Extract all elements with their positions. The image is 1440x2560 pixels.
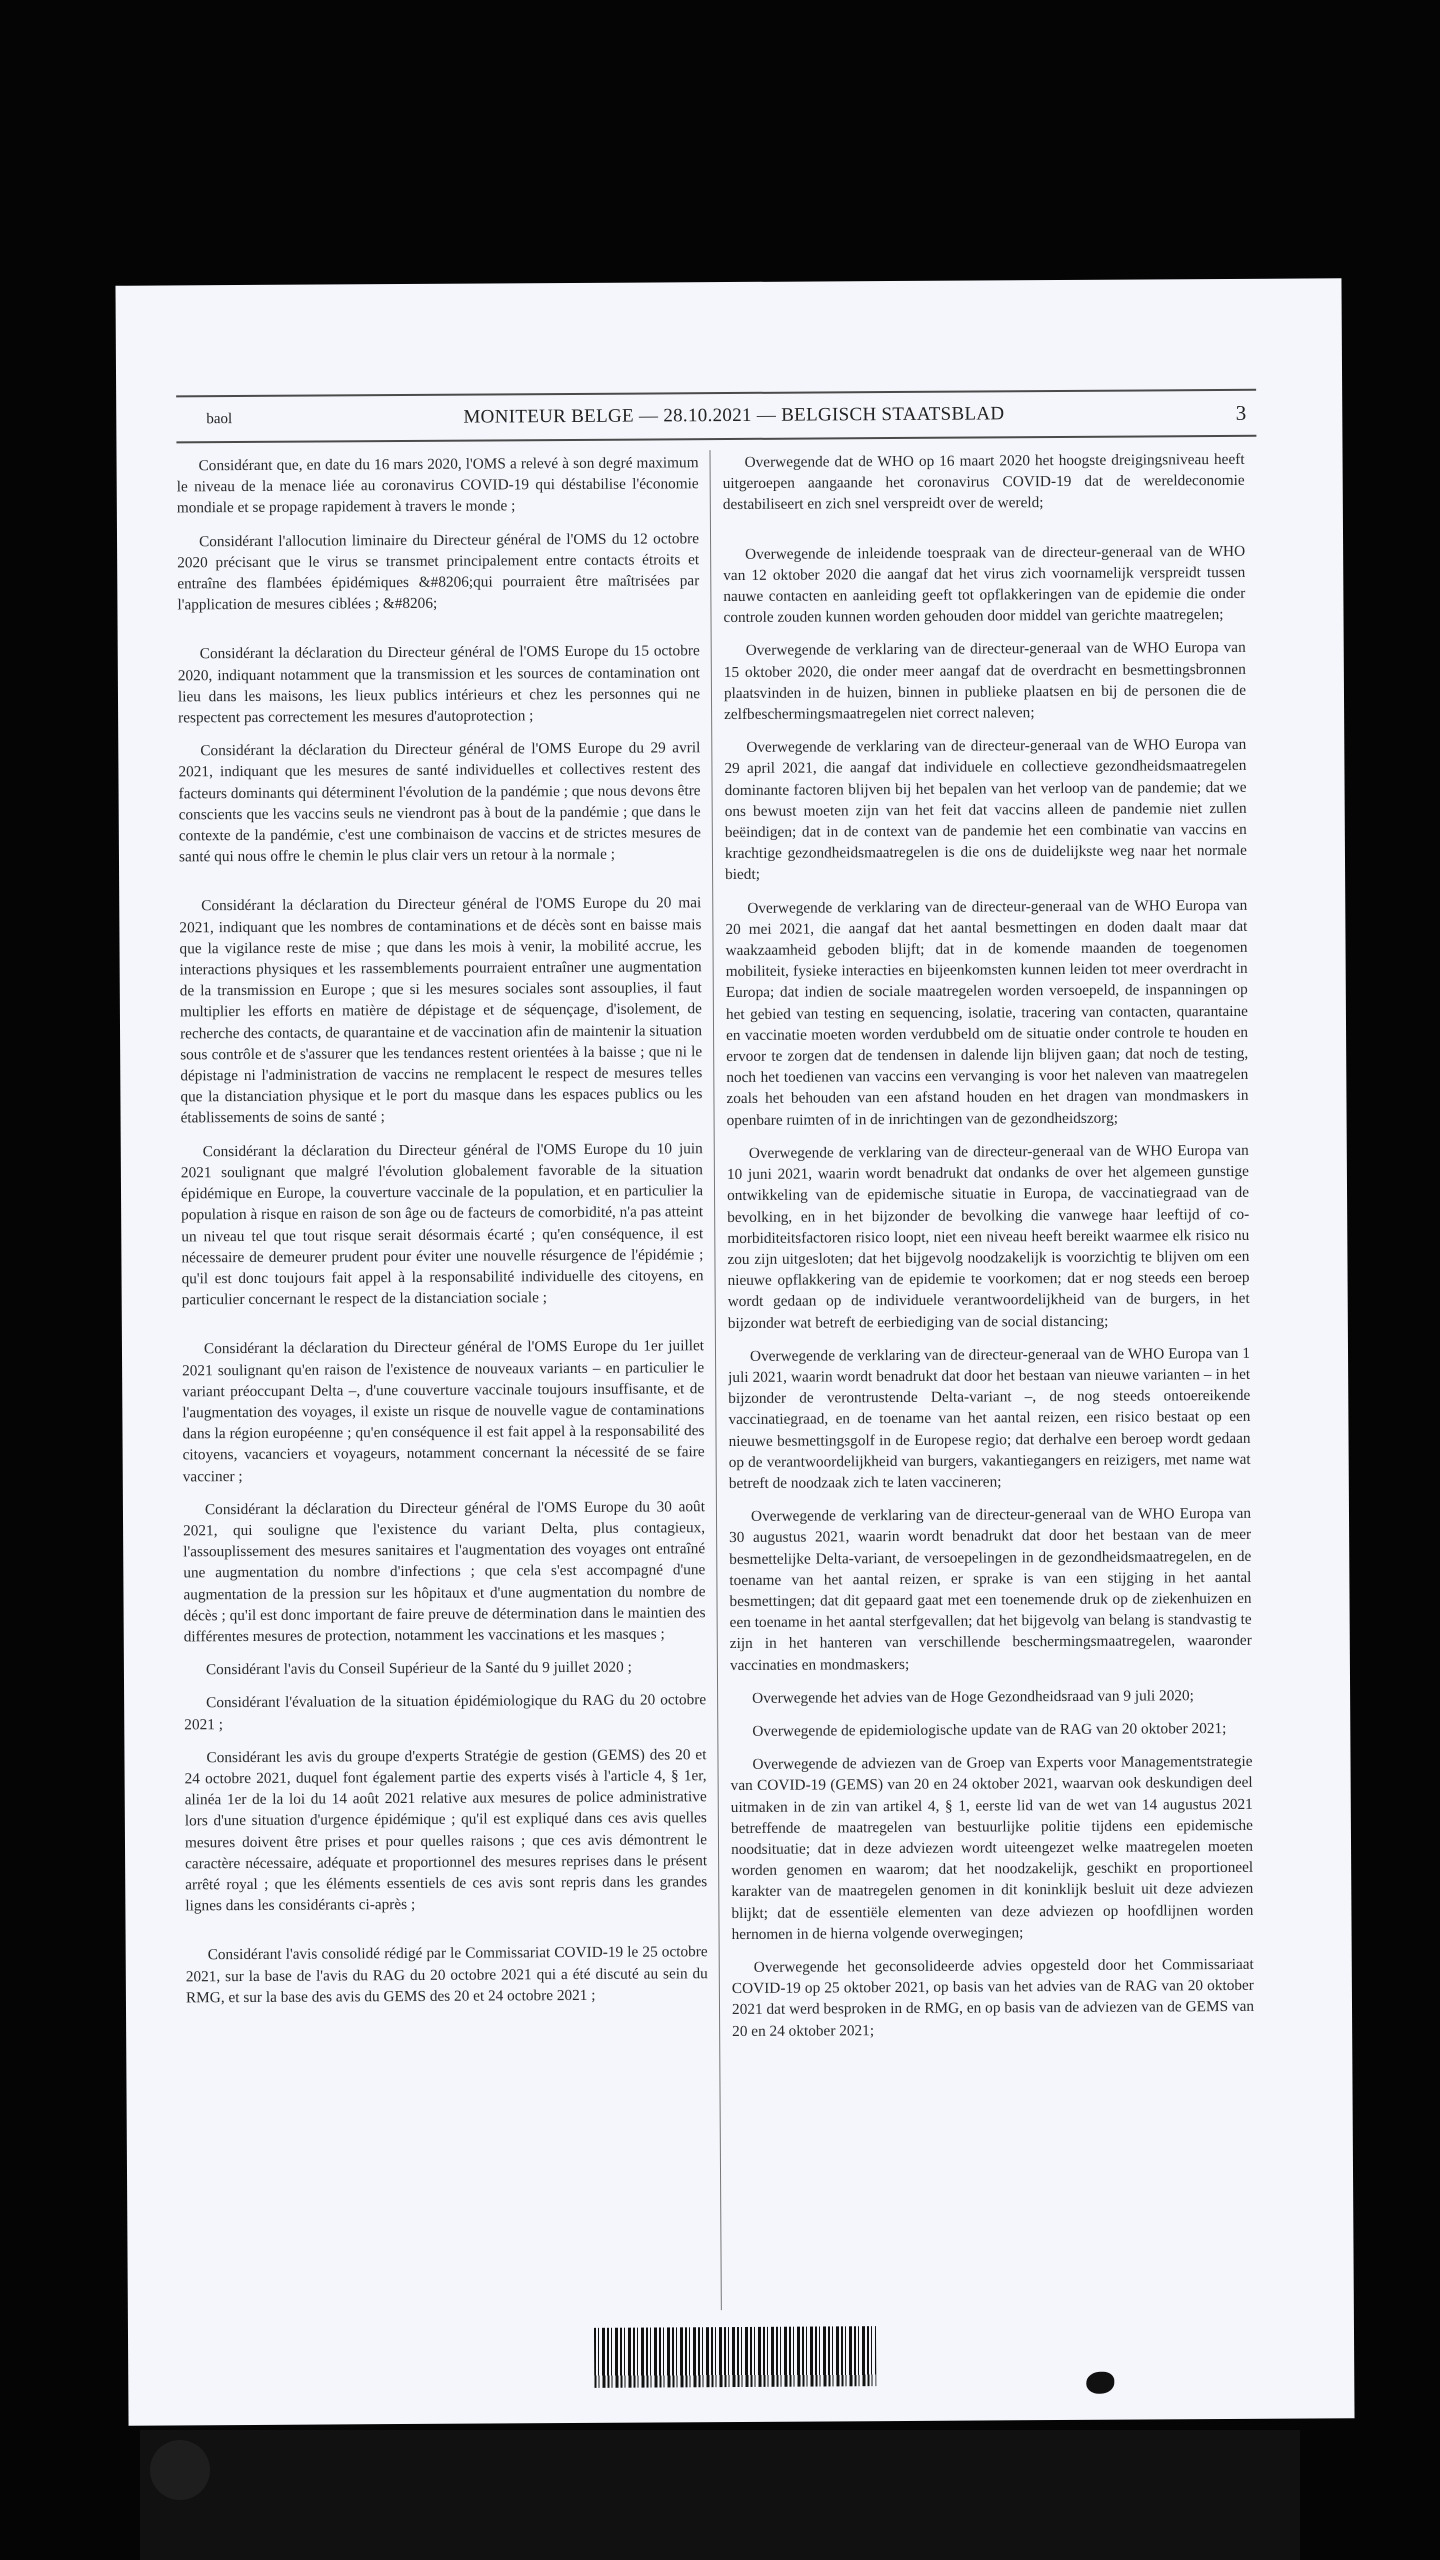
header-title: MONITEUR BELGE — 28.10.2021 — BELGISCH STAATSBLAD [463, 403, 1005, 428]
fr-paragraph: Considérant l'évaluation de la situation épidémiologique du RAG du 20 octobre 2021 ; [184, 1691, 707, 1733]
fr-paragraph: Considérant la déclaration du Directeur général de l'OMS Europe du 1er juillet 2021 soulignant qu'en raison de l'existence de nouveaux variants – en particulier le variant préoccupant Delta –, d'une couverture vaccinale toujours insuffisante, et de l'augmentation des voyages, il existe un risque de nouvelle vague de contaminations dans la région européenne ; qu'en conséquence il est fait appel à la responsabilité des citoyens, vacanciers et voyageurs, notamment concernant la nécessité de se faire vacciner ; [182, 1337, 705, 1485]
fr-paragraph: Considérant la déclaration du Directeur général de l'OMS Europe du 29 avril 2021, indiquant que les mesures de santé individuelles et collectives restent des facteurs dominants qui déterminent l'évolution de la pandémie ; que nous devons être conscients que les vaccins seuls ne viendront pas à bout de la pandémie ; que dans le contexte de la pandémie, c'est une combinaison de vaccins et de strictes mesures de santé qui nous offre le chemin le plus clair vers un retour à la normale ; [178, 739, 701, 866]
column-divider [709, 450, 721, 2310]
nl-paragraph: Overwegende de verklaring van de directeur-generaal van de WHO Europa van 10 juni 2021, waarin wordt benadrukt dat ondanks de over het algemeen gunstige ontwikkeling van de epidemische situatie in Europa, de vaccinatiegraad van de bevolking, en in het bijzonder de bevolking die vanwege haar leeftijd of co-morbiditeitsfactoren risico loopt, niet een niveau heeft bereikt waarmee elk risico nu zou zijn uitgesloten; dat het bijgevolg noodzakelijk is voorzichtig te blijven om een nieuwe opflakkering van de epidemie te voorkomen; dat er nog steeds een beroep wordt gedaan op de individuele verantwoordelijkheid van de burgers, in het bijzonder wat betreft de eerbiediging van de social distancing; [726, 1141, 1250, 1332]
nl-paragraph: Overwegende de verklaring van de directeur-generaal van de WHO Europa van 15 oktober 2020, die onder meer aangaf dat de overdracht en besmettingsbronnen plaatsvinden in de huizen, binnen in publieke plaatsen en bij de personen die de zelfbeschermingsmaatregelen niet correct naleven; [723, 639, 1247, 724]
fr-paragraph: Considérant la déclaration du Directeur général de l'OMS Europe du 30 août 2021, qui souligne que l'existence du variant Delta, plus contagieux, l'assouplissement des mesures sanitaires et l'augmentation des voyages ont entraîné une augmentation du nombre d'infections ; que cela s'est accompagné d'une augmentation de la pression sur les hôpitaux et d'une augmentation du nombre de décès ; qu'il est donc important de faire preuve de détermination dans le maintien des différentes mesures de protection, notamment les vaccinations et les masques ; [183, 1497, 706, 1646]
french-column [177, 452, 710, 2310]
header-code: baol [206, 410, 233, 427]
nl-paragraph: Overwegende de inleidende toespraak van de directeur-generaal van de WHO van 12 oktober 2020 die aangaf dat het virus zich voornamelijk verspreidt tussen nauwe contacten en aanleiding geeft tot opflakkeringen van de epidemie die onder controle zouden kunnen worden gehouden door middel van gerichte maatregelen; [723, 542, 1246, 627]
device-bottom-bar [140, 2430, 1300, 2560]
nl-paragraph: Overwegende de epidemiologische update van de RAG van 20 oktober 2021; [752, 1719, 1227, 1740]
fr-paragraph: Considérant que, en date du 16 mars 2020, l'OMS a relevé à son degré maximum le niveau de la menace liée au coronavirus COVID-19 qui déstabilise l'économie mondiale et se propage rapidement à travers le monde ; [176, 454, 699, 517]
page-header [176, 389, 1256, 444]
nl-paragraph: Overwegende de adviezen van de Groep van Experts voor Managementstrategie van COVID-19 (GEMS) van 20 en 24 oktober 2021, waarvan ook deskundigen deel uitmaken in de zin van artikel 4, § 1, eerste lid van de wet van 14 augustus 2021 betreffende de maatregelen van bestuurlijke politie tijdens een epidemische noodsituatie; dat in deze adviezen wordt uiteengezet welke maatregelen moeten worden genomen en waarom; dat het noodzakelijk, geschikt en proportioneel karakter van de maatregelen genomen in dit koninklijk besluit uit deze adviezen blijkt; dat de essentiële elementen van deze adviezen op hoofdlijnen worden hernomen in de hierna volgende overwegingen; [730, 1753, 1254, 1943]
fr-paragraph: Considérant la déclaration du Directeur général de l'OMS Europe du 15 octobre 2020, indiquant notamment que la transmission et les sources de contamination ont lieu dans les maisons, les lieux publics intérieurs et chez les personnes qui ne respectent pas correctement les mesures d'autoprotection ; [177, 642, 701, 727]
fr-paragraph: Considérant l'avis du Conseil Supérieur de la Santé du 9 juillet 2020 ; [205, 1658, 632, 1679]
fr-paragraph: Considérant les avis du groupe d'experts Stratégie de gestion (GEMS) des 20 et 24 octobre 2021, duquel font également partie des experts visés à l'article 4, § 1er, alinéa 1er de la loi du 14 août 2021 relative aux mesures de police administrative lors d'une situation d'urgence épidémique ; qu'il est expliqué dans ces avis quelles mesures doivent être prises et pour quelles raisons ; que ces avis démontrent le caractère nécessaire, adéquate et proportionnel des mesures reprises dans le présent arrêté royal ; que les éléments essentiels de ces avis sont repris dans les grandes lignes dans les considérants ci-après ; [184, 1745, 708, 1915]
fr-paragraph: Considérant la déclaration du Directeur général de l'OMS Europe du 20 mai 2021, indiquant que les nombres de contaminations et de décès sont en baisse mais que la vigilance reste de mise ; que dans les mois à venir, la mobilité accrue, les interactions physiques et les rassemblements pourraient entraîner une augmentation de la transmission en Europe ; que si les mesures sociales sont assouplies, il faut multiplier les efforts en matière de dépistage et de séquençage, d'isolement, de recherche des contacts, de quarantaine et de vaccination afin de maintenir la situation sous contrôle et de s'assurer que les tendances restent orientées à la baisse ; que ni le dépistage ni l'administration de vaccins ne remplacent le respect de mesures telles que la distanciation physique et le port du masque dans les espaces publics ou les établissements de soins de santé ; [179, 894, 703, 1127]
dutch-column [723, 449, 1256, 2307]
device-logo-icon [150, 2440, 210, 2500]
nl-paragraph: Overwegende de verklaring van de directeur-generaal van de WHO Europa van 29 april 2021, die aangaf dat individuele en collectieve gezondheidsmaatregelen dominante factoren blijven bij het bepalen van het verloop van de pandemie; dat we ons bewust moeten zijn van het feit dat vaccins alleen de pandemie niet zullen beëindigen; dat in de context van de pandemie het een combinatie van vaccins en krachtige gezondheidsmaatregelen is die ons de duidelijkste weg naar het normale biedt; [724, 736, 1247, 884]
nl-paragraph: Overwegende de verklaring van de directeur-generaal van de WHO Europa van 20 mei 2021, die aangaf dat het aantal besmettingen en doden daalt maar dat waakzaamheid geboden blijft; dat in de komende maanden de toegenomen mobiliteit, fysieke interacties en bijeenkomsten kunnen leiden tot meer overdracht in Europa; dat indien de sociale maatregelen worden versoepeld, de inspanningen op het gebied van testing en sequencing, isolatie, tracering van contacten, quarantaine en vaccinatie moeten worden verdubbeld om de situatie onder controle te houden en ervoor te zorgen dat de tendensen in dalende lijn blijven gaan; dat noch de testing, noch het toedienen van vaccins een vervanging is voor het naleven van maatregelen zoals het behouden van een afstand houden en het dragen van mondmaskers in openbare ruimten of in de inrichtingen van de gezondheidszorg; [725, 896, 1249, 1129]
nl-paragraph: Overwegende het geconsolideerde advies opgesteld door het Commissariaat COVID-19 op 25 oktober 2021, op basis van het advies van de RAG van 20 oktober 2021 dat werd besproken in de RMG, en op basis van de adviezen van de GEMS van 20 en 24 oktober 2021; [731, 1955, 1255, 2040]
fr-paragraph: Considérant l'allocution liminaire du Directeur général de l'OMS du 12 octobre 2020 précisant que le virus se transmet principalement entre contacts étroits et entraîne des flambées épidémiques &#8206;qui pourraient être maîtrisées par l'application de mesures ciblées ; &#8206; [177, 529, 700, 614]
barcode [594, 2326, 876, 2388]
fr-paragraph: Considérant la déclaration du Directeur général de l'OMS Europe du 10 juin 2021 soulignant que malgré l'évolution globalement favorable de la situation épidémique en Europe, la couverture vaccinale de la population, et en particulier la population à risque en raison de son âge ou de facteurs de comorbidité, n'a pas atteint un niveau tel que tout risque serait désormais écarté ; qu'en conséquence, il est nécessaire de demeurer prudent pour éviter une nouvelle résurgence de l'épidémie ; qu'il est donc toujours fait appel à la responsabilité individuelle des citoyens, en particulier concernant le respect de la distanciation sociale ; [180, 1139, 704, 1309]
fr-paragraph: Considérant l'avis consolidé rédigé par le Commissariat COVID-19 le 25 octobre 2021, sur la base de l'avis du RAG du 20 octobre 2021 qui a été discuté au sein du RMG, et sur la base des avis du GEMS des 20 et 24 octobre 2021 ; [185, 1943, 708, 2007]
nl-paragraph: Overwegende het advies van de Hoge Gezondheidsraad van 9 juli 2020; [752, 1686, 1194, 1707]
nl-paragraph: Overwegende dat de WHO op 16 maart 2020 het hoogste dreigingsniveau heeft uitgeroepen aangaande het coronavirus COVID-19 dat de wereldeconomie destabiliseert en zich snel verspreidt over de wereld; [722, 450, 1245, 514]
document-page [115, 278, 1354, 2425]
ink-blot [1086, 2372, 1114, 2394]
page-number: 3 [1235, 400, 1247, 425]
nl-paragraph: Overwegende de verklaring van de directeur-generaal van de WHO Europa van 30 augustus 2021, waarin wordt benadrukt dat door het bestaan van de meer besmettelijke Delta-variant, de versoepelingen in de gezondheidsmaatregelen, en de toename van het aantal reizen, er sprake is van een stijging in het aantal besmettingen; dat dit gepaard gaat met een toenemende druk op de ziekenhuizen en een toename in het aantal sterfgevallen; dat het bijgevolg van belang is standvastig te zijn in het hanteren van verschillende beschermingsmaatregelen, waaronder vaccinaties en mondmaskers; [729, 1504, 1252, 1674]
nl-paragraph: Overwegende de verklaring van de directeur-generaal van de WHO Europa van 1 juli 2021, waarin wordt benadrukt dat door het bestaan van nieuwe varianten – in het bijzonder de verontrustende Delta-variant –, de nog steeds ontoereikende vaccinatiegraad, en de toename van het aantal reizen, een risico bestaat op een nieuwe besmettingsgolf in de Europese regio; dat derhalve een beroep wordt gedaan op de verantwoordelijkheid van burgers, vakantiegangers en reizigers, met name wat betreft de noodzaak zich te laten vaccineren; [728, 1344, 1251, 1492]
